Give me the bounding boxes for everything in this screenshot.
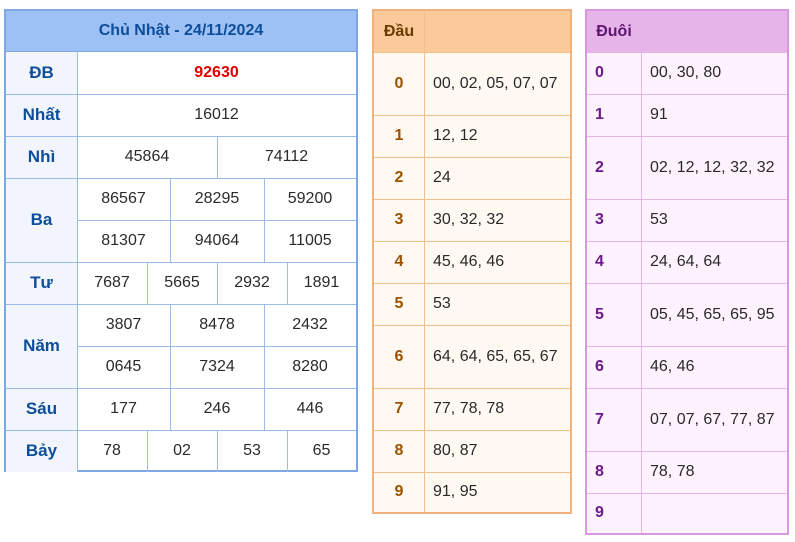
grid-line bbox=[374, 52, 570, 53]
duoi-key: 0 bbox=[595, 64, 604, 81]
prize-tu-value: 2932 bbox=[234, 274, 270, 291]
grid-line bbox=[6, 136, 356, 137]
prize-tu-value: 1891 bbox=[303, 274, 340, 291]
prize-ba-value: 59200 bbox=[287, 190, 333, 207]
row-label-bay: Bảy bbox=[6, 430, 77, 472]
dau-value: 64, 64, 65, 65, 67 bbox=[433, 347, 558, 365]
grid-line bbox=[77, 220, 356, 221]
row-label-ba: Ba bbox=[6, 178, 77, 262]
duoi-value: 00, 30, 80 bbox=[650, 64, 722, 81]
grid-line bbox=[287, 262, 288, 304]
prize-bay-value: 78 bbox=[103, 442, 121, 459]
dau-key: 0 bbox=[394, 74, 404, 92]
row-label-sau: Sáu bbox=[6, 388, 77, 430]
grid-line bbox=[587, 283, 787, 284]
duoi-key: 5 bbox=[595, 305, 604, 323]
dau-header: Đầu bbox=[383, 22, 415, 40]
dau-value: 53 bbox=[433, 295, 451, 312]
grid-line bbox=[77, 346, 356, 347]
grid-line bbox=[374, 283, 570, 284]
grid-line bbox=[6, 304, 356, 305]
grid-line bbox=[264, 304, 265, 430]
duoi-value: 05, 45, 65, 65, 95 bbox=[650, 305, 775, 323]
dau-value: 77, 78, 78 bbox=[433, 400, 505, 417]
grid-line bbox=[424, 11, 425, 512]
duoi-key: 2 bbox=[595, 158, 604, 176]
grid-line bbox=[587, 346, 787, 347]
grid-line bbox=[217, 136, 218, 178]
grid-line bbox=[77, 52, 78, 472]
dau-key: 9 bbox=[394, 483, 404, 500]
grid-line bbox=[170, 304, 171, 430]
dau-value: 24 bbox=[433, 169, 451, 186]
prize-nam-value: 0645 bbox=[105, 358, 142, 375]
dau-value: 91, 95 bbox=[433, 483, 478, 500]
prize-nam-value: 3807 bbox=[105, 316, 142, 333]
dau-value: 80, 87 bbox=[433, 442, 478, 459]
dau-key: 7 bbox=[394, 400, 404, 417]
duoi-value: 91 bbox=[650, 106, 668, 123]
prize-bay-value: 53 bbox=[243, 442, 261, 459]
grid-line bbox=[6, 430, 356, 431]
row-label-db: ĐB bbox=[6, 52, 77, 94]
grid-line bbox=[374, 241, 570, 242]
row-label-tu: Tư bbox=[6, 262, 77, 304]
prize-nam-value: 2432 bbox=[292, 316, 328, 333]
duoi-value: 07, 07, 67, 77, 87 bbox=[650, 410, 775, 428]
duoi-table bbox=[585, 9, 789, 535]
grid-line bbox=[6, 94, 356, 95]
dau-value: 30, 32, 32 bbox=[433, 211, 505, 228]
dau-key: 1 bbox=[394, 127, 404, 144]
grid-line bbox=[374, 199, 570, 200]
dau-table bbox=[372, 9, 572, 514]
grid-line bbox=[587, 451, 787, 452]
duoi-key: 9 bbox=[595, 504, 604, 521]
duoi-key: 4 bbox=[595, 253, 604, 270]
prize-nhi-value: 74112 bbox=[264, 148, 309, 165]
duoi-value: 24, 64, 64 bbox=[650, 253, 722, 270]
prize-tu-value: 5665 bbox=[164, 274, 200, 291]
grid-line bbox=[6, 262, 356, 263]
grid-line bbox=[374, 430, 570, 431]
grid-line bbox=[147, 262, 148, 304]
duoi-key: 7 bbox=[595, 410, 604, 428]
grid-line bbox=[374, 115, 570, 116]
prize-ba-value: 94064 bbox=[194, 232, 240, 249]
duoi-value: 02, 12, 12, 32, 32 bbox=[650, 158, 775, 176]
grid-line bbox=[147, 430, 148, 472]
grid-line bbox=[217, 262, 218, 304]
prize-ba-value: 86567 bbox=[101, 190, 146, 207]
prize-nam-value: 8280 bbox=[292, 358, 328, 375]
grid-line bbox=[641, 11, 642, 533]
grid-line bbox=[587, 52, 787, 53]
dau-key: 8 bbox=[394, 442, 404, 459]
dau-value: 00, 02, 05, 07, 07 bbox=[433, 74, 558, 92]
grid-line bbox=[374, 325, 570, 326]
duoi-key: 3 bbox=[595, 211, 604, 228]
grid-line bbox=[6, 388, 356, 389]
dau-key: 4 bbox=[394, 253, 404, 270]
grid-line bbox=[587, 493, 787, 494]
grid-line bbox=[587, 241, 787, 242]
dau-key: 2 bbox=[394, 169, 404, 186]
prize-ba-value: 28295 bbox=[194, 190, 240, 207]
results-table bbox=[4, 9, 358, 472]
duoi-value: 46, 46 bbox=[650, 358, 695, 375]
row-label-nam: Năm bbox=[6, 304, 77, 388]
prize-ba-value: 81307 bbox=[101, 232, 146, 249]
prize-nam-value: 7324 bbox=[199, 358, 235, 375]
prize-sau-value: 446 bbox=[296, 400, 324, 417]
prize-bay-value: 65 bbox=[312, 442, 331, 459]
prize-sau-value: 177 bbox=[110, 400, 137, 417]
prize-db-value: 92630 bbox=[194, 64, 239, 81]
dau-key: 5 bbox=[394, 295, 404, 312]
grid-line bbox=[587, 388, 787, 389]
grid-line bbox=[587, 94, 787, 95]
grid-line bbox=[6, 178, 356, 179]
grid-line bbox=[374, 472, 570, 473]
dau-value: 45, 46, 46 bbox=[433, 253, 505, 270]
duoi-value bbox=[641, 493, 787, 533]
prize-bay-value: 02 bbox=[173, 442, 191, 459]
grid-line bbox=[587, 199, 787, 200]
grid-line bbox=[374, 157, 570, 158]
grid-line bbox=[217, 430, 218, 472]
row-label-nhat: Nhất bbox=[6, 94, 77, 136]
duoi-value: 53 bbox=[650, 211, 668, 228]
grid-line bbox=[587, 136, 787, 137]
results-title: Chủ Nhật - 24/11/2024 bbox=[6, 11, 356, 52]
dau-value: 12, 12 bbox=[433, 127, 478, 144]
prize-sau-value: 246 bbox=[203, 400, 231, 417]
duoi-key: 8 bbox=[595, 463, 604, 480]
grid-line bbox=[264, 178, 265, 262]
prize-nhat-value: 16012 bbox=[194, 106, 239, 123]
prize-nhi-value: 45864 bbox=[124, 148, 170, 165]
prize-nam-value: 8478 bbox=[199, 316, 235, 333]
duoi-header: Đuôi bbox=[596, 22, 632, 40]
duoi-key: 6 bbox=[595, 358, 604, 375]
row-label-nhi: Nhì bbox=[6, 136, 77, 178]
duoi-value: 78, 78 bbox=[650, 463, 695, 480]
dau-key: 6 bbox=[394, 347, 404, 365]
dau-key: 3 bbox=[394, 211, 404, 228]
prize-tu-value: 7687 bbox=[94, 274, 130, 291]
grid-line bbox=[287, 430, 288, 472]
duoi-key: 1 bbox=[595, 106, 604, 123]
prize-ba-value: 11005 bbox=[288, 232, 332, 249]
grid-line bbox=[170, 178, 171, 262]
grid-line bbox=[374, 388, 570, 389]
